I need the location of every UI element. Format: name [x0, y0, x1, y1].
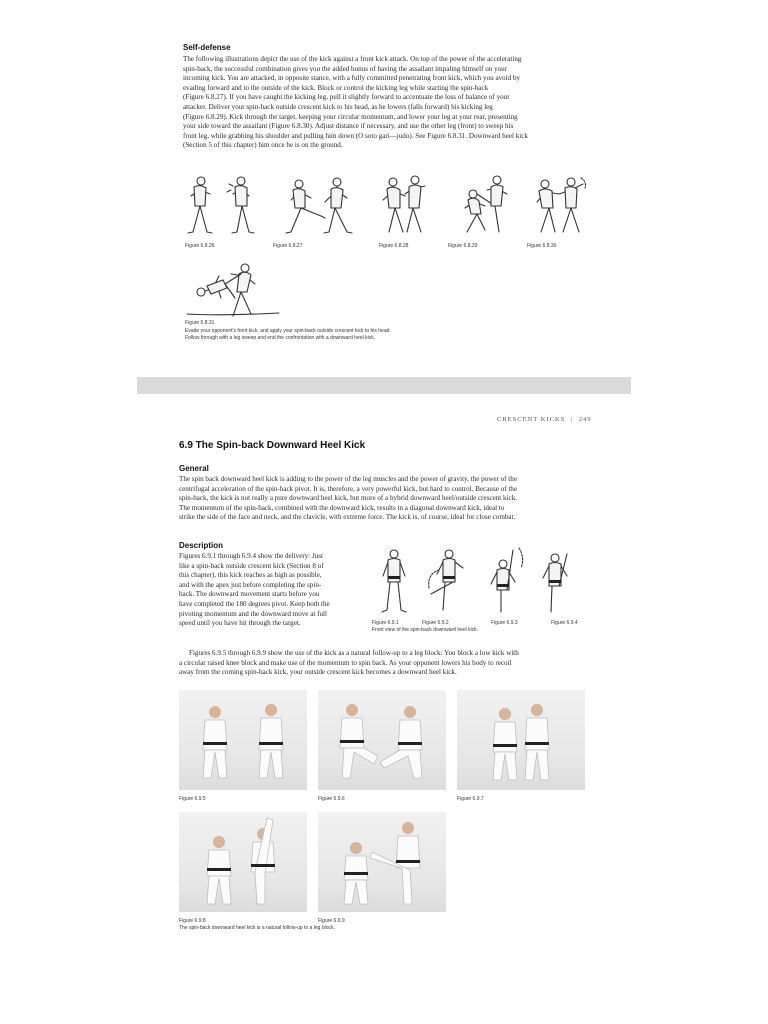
top-book-page: [137, 0, 631, 377]
paragraph-line: have completed the 180 degrees pivot. Keep both the: [179, 599, 330, 608]
figure-6-9-1-label: Figure 6.9.1: [372, 620, 399, 626]
figure-6-8-30-label: Figure 6.8.30: [527, 243, 557, 249]
paragraph-line: centrifugal acceleration of the spin-back pivot. It is, therefore, a very powerful kick, but hard to control. Because of the: [179, 484, 518, 493]
figure-6-9-9-label: Figure 6.9.9: [318, 918, 345, 924]
general-paragraph: [179, 475, 629, 523]
photos-caption: The spin-back downward heel kick is a natural follow-up to a leg block.: [179, 925, 335, 931]
figure-6-8-30-illustration: [529, 172, 593, 238]
paragraph-line: this chapter), this kick reaches as high as possible,: [179, 571, 322, 580]
self-defense-heading: Self-defense: [183, 43, 231, 52]
figure-6-9-8-photo: [179, 812, 307, 912]
paragraph-line: your side toward the assailant (Figure 6.8.30). Adjust distance if necessary, and use the other leg (front) to sweep his: [183, 122, 514, 131]
figure-6-8-28-label: Figure 6.8.28: [379, 243, 409, 249]
description-paragraph: [179, 552, 369, 629]
general-heading: General: [179, 464, 209, 473]
description-heading: Description: [179, 541, 224, 550]
paragraph-line: The momentum of the spin-back, combined with the downward kick, results in a diagonal downward kick, ideal to: [179, 503, 505, 512]
figure-6-9-5-label: Figure 6.9.5: [179, 796, 206, 802]
paragraph-line: incoming kick. You are attacked, in opposite stance, with a fully committed penetrating front kick, which you avoid by: [183, 74, 521, 83]
paragraph-line: away from the coming spin-back kick, your outside crescent kick becomes a downward heel kick.: [179, 668, 457, 677]
figure-6-9-1-illustration: [377, 546, 411, 616]
paragraph-line: (Figure 6.8.29). Kick through the target, keeping your circular momentum, and lower your leg at your rear, presenting: [183, 112, 518, 121]
figure-6-9-7-photo: [457, 690, 585, 790]
paragraph-line: Figures 6.9.5 through 6.9.9 show the use of the kick as a natural follow-up to a leg block: You block a low kick with: [189, 649, 519, 657]
paragraph-line: Figures 6.9.1 through 6.9.4 show the delivery: Just: [179, 552, 324, 560]
figures-6-9-caption: Front view of the spin-back downward heel kick.: [372, 627, 479, 633]
figure-6-9-8-label: Figure 6.9.8: [179, 918, 206, 924]
paragraph-line: The following illustrations depict the use of the kick against a front kick attack. On top of the power of the accelerating: [183, 55, 522, 63]
bottom-book-page: [137, 394, 631, 1024]
figure-6-8-31-caption: [185, 328, 625, 341]
paragraph-line: spin-back, the successful combination gives you the added bonus of having the assailant impaling himself on your: [183, 64, 508, 73]
figure-6-9-6-photo: [318, 690, 446, 790]
paragraph-line: strike the side of the face and neck, and the clavicle, with extreme force. The kick is, of course, ideal for close combat.: [179, 513, 516, 522]
figure-6-8-26-illustration: [183, 172, 263, 238]
paragraph-line: speed until you have hit through the target.: [179, 619, 301, 628]
paragraph-line: front leg, while grabbing his shoulder and pulling him down (O soto gari—judo). See Figure 6.8.31. Downward heel kick: [183, 131, 528, 140]
paragraph-line: a circular raised knee block and make use of the momentum to spin back. As your opponent lowers his body to recoil: [179, 658, 512, 667]
figure-6-8-31-label: Figure 6.8.31: [185, 320, 215, 326]
paragraph-line: (Figure 6.8.27). If you have caught the kicking leg, pull it slightly forward to accentuate the loss of balance of your: [183, 93, 510, 102]
paragraph-line: attacker. Deliver your spin-back outside crescent kick to his head, as he lowers (falls forward) his kicking leg: [183, 102, 493, 111]
self-defense-paragraph: [183, 55, 628, 151]
paragraph-line: back. The downward movement starts before you: [179, 590, 320, 599]
running-head-title: CRESCENT KICKS: [497, 416, 566, 423]
figure-6-9-2-label: Figure 6.9.2: [422, 620, 449, 626]
figure-6-8-31-illustration: [183, 258, 287, 320]
figure-6-8-27-label: Figure 6.8.27: [273, 243, 303, 249]
page-separator: [137, 377, 631, 394]
figure-6-9-3-illustration: [483, 544, 529, 616]
figure-6-9-4-illustration: [537, 544, 579, 616]
figure-6-8-29-illustration: [455, 172, 521, 238]
figure-6-9-2-illustration: [419, 544, 475, 616]
figure-6-8-28-illustration: [375, 172, 437, 238]
figure-6-9-7-label: Figure 6.9.7: [457, 796, 484, 802]
followup-paragraph: [179, 649, 631, 678]
figure-6-8-27-illustration: [277, 172, 363, 238]
figure-6-9-5-photo: [179, 690, 307, 790]
paragraph-line: pivoting momentum and the downward move at full: [179, 609, 327, 618]
paragraph-line: spin-back, the kick is not really a pure downward heel kick, but more of a hybrid downward heel/outside crescent kick.: [179, 494, 518, 503]
paragraph-line: and with the apex just before completing the spin-: [179, 580, 322, 589]
figure-6-8-29-label: Figure 6.8.29: [448, 243, 478, 249]
paragraph-line: The spin back downward heel kick is adding to the power of the leg muscles and the power of gravity, the power of the: [179, 475, 517, 483]
chapter-title: 6.9 The Spin-back Downward Heel Kick: [179, 440, 366, 451]
caption-line: Evade your opponent's front kick, and apply your spin-back outside crescent kick to his head.: [185, 328, 391, 334]
figure-6-9-9-photo: [318, 812, 446, 912]
paragraph-line: evading forward and to the outside of the kick. Block or control the kicking leg while starting the spin-back: [183, 83, 489, 92]
running-head: CRESCENT KICKS | 249: [497, 416, 592, 423]
figure-6-9-6-label: Figure 6.9.6: [318, 796, 345, 802]
figure-6-9-3-label: Figure 6.9.3: [491, 620, 518, 626]
figure-6-8-26-label: Figure 6.8.26: [185, 243, 215, 249]
paragraph-line: like a spin-back outside crescent kick (Section 8 of: [179, 561, 324, 570]
paragraph-line: (Section 5 of this chapter) him once he is on the ground.: [183, 141, 343, 150]
page-number: 249: [578, 416, 592, 423]
figure-6-9-4-label: Figure 6.9.4: [551, 620, 578, 626]
caption-line: Follow through with a leg sweep and end the confrontation with a downward heel kick.: [185, 334, 376, 341]
